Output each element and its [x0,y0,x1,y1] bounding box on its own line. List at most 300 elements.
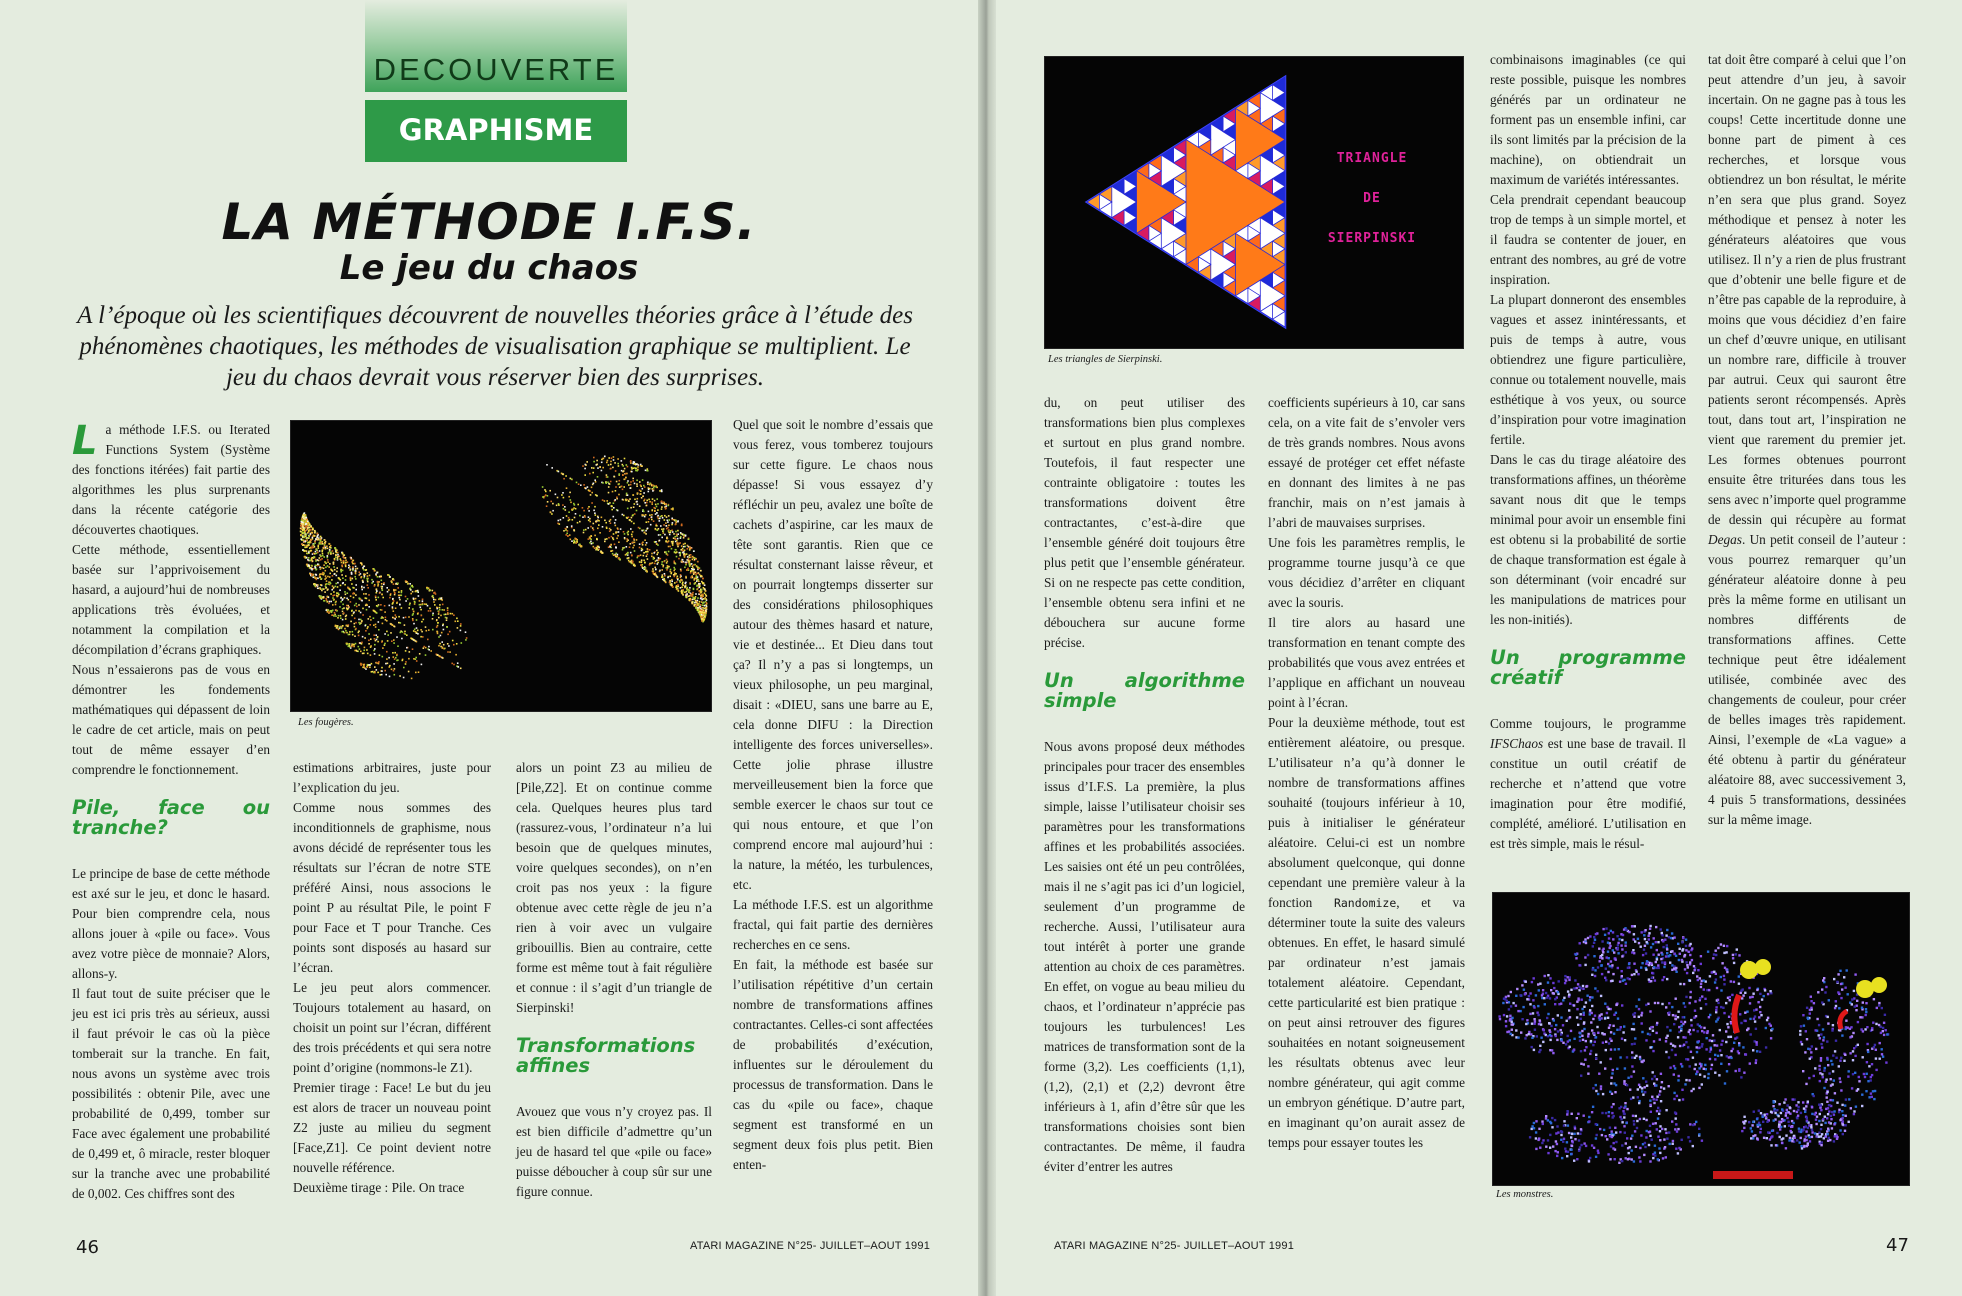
monster-point [1571,1140,1573,1142]
fern-point [383,582,385,584]
monster-point [1822,1039,1824,1041]
monster-point [1619,1028,1621,1030]
fern-point [595,521,597,523]
monster-point [1758,1016,1760,1018]
fern-point [337,556,339,558]
monster-point [1643,934,1645,936]
fern-point [653,558,655,560]
fern-point [409,651,411,653]
monster-point [1638,1084,1640,1086]
monster-point [1549,977,1551,979]
fern-point [590,535,592,537]
fern-point [374,644,376,646]
monster-point [1654,1152,1656,1154]
monster-point [1704,998,1706,1000]
fern-point [663,501,665,503]
fern-point [370,619,372,621]
monster-point [1833,1114,1835,1116]
fern-point [368,594,370,596]
fern-point [634,542,636,544]
fern-point [658,559,660,561]
monster-point [1628,963,1630,965]
monster-point [1615,1141,1617,1143]
monster-point [1669,1067,1671,1069]
fern-point [347,592,349,594]
fern-point [434,604,436,606]
fern-point [323,547,325,549]
monster-point [1673,936,1675,938]
monster-point [1742,1046,1744,1048]
monster-point [1637,973,1639,975]
monster-point [1830,1078,1832,1080]
monster-point [1660,928,1662,930]
monster-point [1725,1002,1727,1004]
monster-point [1593,1147,1595,1149]
monster-point [1746,1011,1748,1013]
monster-point [1818,1024,1820,1026]
monster-point [1653,1040,1655,1042]
fern-point [395,589,397,591]
fern-point [394,652,396,654]
fern-point [699,609,701,611]
monster-point [1738,954,1740,956]
monster-point [1865,1014,1867,1016]
monster-point [1591,974,1593,976]
monster-point [1685,1079,1687,1081]
monster-point [1505,1025,1507,1027]
fern-point [610,481,612,483]
monster-point [1659,1038,1661,1040]
fern-point [391,669,393,671]
fern-point [698,607,700,609]
monster-point [1560,1033,1562,1035]
fern-point [319,557,321,559]
fern-point [397,645,399,647]
monster-point [1502,1002,1504,1004]
fern-point [661,491,663,493]
fern-point [329,547,331,549]
monster-point [1526,998,1528,1000]
fern-point [612,491,614,493]
monster-point [1874,1044,1876,1046]
fern-point [665,508,667,510]
fern-point [439,604,441,606]
monster-point [1649,1046,1651,1048]
monster-point [1827,1133,1829,1135]
monster-point [1601,1134,1603,1136]
fern-point [389,605,391,607]
monster-point [1517,1010,1519,1012]
monster-point [1686,972,1688,974]
monster-point [1681,949,1683,951]
article-title: LA MÉTHODE I.F.S. [221,193,757,251]
fern-point [679,580,681,582]
monster-point [1699,1063,1701,1065]
monster-point [1631,1065,1633,1067]
monster-point [1753,1009,1755,1011]
monster-point [1674,1128,1676,1130]
monster-point [1650,962,1652,964]
paragraph: Il faut tout de suite préciser que le jeu est ici pris très au sérieux, aussi il faut prévoir le cas où la pièce tomberait sur la tranche. En fait, nous avons un système avec trois possibilités : obtenir Pile, avec une probabilité de 0,499, tomber sur Face avec également une probabilité de 0,499 et, ô miracle, rester bloquer sur la tranche avec une probabilité de 0,002. Ces chiffres sont des [72,986,270,1201]
monster-point [1632,1115,1634,1117]
fern-point [592,542,594,544]
fern-point [563,517,565,519]
fern-point [404,631,406,633]
fern-point [442,657,444,659]
monster-point [1701,1045,1703,1047]
monster-point [1743,1127,1745,1129]
fern-point [690,554,692,556]
monster-point [1793,1110,1795,1112]
monster-point [1639,1086,1641,1088]
fern-point [591,502,593,504]
fern-point [379,592,381,594]
monster-point [1660,1086,1662,1088]
section-label: DECOUVERTE [373,52,619,87]
monster-point [1536,1012,1538,1014]
fern-point [305,526,307,528]
monster-point [1579,1040,1581,1042]
fern-point [589,538,591,540]
fern-point [681,561,683,563]
fern-point [693,579,695,581]
fern-point [378,661,380,663]
monster-point [1577,1024,1579,1026]
fern-point [465,631,467,633]
fern-point [632,514,634,516]
fern-point [556,505,558,507]
monster-point [1698,1047,1700,1049]
monster-point [1879,1058,1881,1060]
fern-point [368,633,370,635]
monster-point [1830,1118,1832,1120]
fern-point [399,675,401,677]
fern-point [373,650,375,652]
monster-point [1631,1056,1633,1058]
monster-point [1827,1128,1829,1130]
fern-point [565,529,567,531]
fern-point [378,597,380,599]
monster-point [1610,1077,1612,1079]
fern-point [323,564,325,566]
fern-point [345,562,347,564]
fern-point [673,570,675,572]
monster-point [1609,945,1611,947]
fern-point [704,605,706,607]
monster-point [1566,1113,1568,1115]
monster-point [1840,983,1842,985]
fern-point [588,520,590,522]
fern-point [687,548,689,550]
monster-point [1583,1115,1585,1117]
fern-point [652,570,654,572]
fern-point [318,560,320,562]
monster-point [1636,1127,1638,1129]
monster-point [1723,952,1725,954]
monster-point [1837,973,1839,975]
monster-point [1609,1091,1611,1093]
fern-point [417,590,419,592]
fern-point [437,625,439,627]
fern-point [340,597,342,599]
fern-point [597,546,599,548]
fern-point [579,544,581,546]
monster-point [1585,1145,1587,1147]
fern-point [551,467,553,469]
fern-point [304,540,306,542]
monster-point [1652,1050,1654,1052]
monster-point [1615,1084,1617,1086]
monster-point [1589,999,1591,1001]
monster-point [1671,964,1673,966]
monster-point [1651,972,1653,974]
monster-point [1809,1009,1811,1011]
fern-point [378,584,380,586]
monster-point [1631,974,1633,976]
fern-point [700,604,702,606]
monster-point [1829,1139,1831,1141]
fern-point [327,555,329,557]
monster-point [1773,1119,1775,1121]
monster-point [1638,998,1640,1000]
fern-point [394,658,396,660]
fern-point [558,471,560,473]
fern-point [335,554,337,556]
monster-point [1679,948,1681,950]
fern-point [624,533,626,535]
fern-point [353,587,355,589]
monster-point [1535,1131,1537,1133]
fern-point [364,647,366,649]
fern-point [447,651,449,653]
fern-point [678,590,680,592]
monster-point [1546,1017,1548,1019]
fern-point [592,527,594,529]
monster-point [1562,1042,1564,1044]
ground-stripe [1713,1171,1793,1179]
fern-point [367,572,369,574]
fern-point [610,468,612,470]
monster-point [1879,1042,1881,1044]
fern-point [401,638,403,640]
paragraph: Comme nous sommes des inconditionnels de graphisme, nous avons décidé de représenter tous les résultats sur l’écran de notre STE préféré Ainsi, nous associons le point P au résultat Pile, le point F pour Face et T pour Tranche. Ces points sont disposés au hasard sur l’écran. [293,800,491,975]
monster-point [1700,1007,1702,1009]
fern-point [375,626,377,628]
monster-point [1840,1089,1842,1091]
monster-point [1571,1145,1573,1147]
monster-point [1570,1149,1572,1151]
monster-point [1700,983,1702,985]
fern-point [542,496,544,498]
monster-point [1620,1026,1622,1028]
fern-point [550,511,552,513]
monster-point [1805,1125,1807,1127]
fern-point [606,527,608,529]
monster-point [1678,1075,1680,1077]
fern-point [569,492,571,494]
fern-point [593,510,595,512]
monster-point [1692,1145,1694,1147]
fern-point [639,547,641,549]
fern-point [381,617,383,619]
fern-point [651,514,653,516]
fern-point [385,663,387,665]
fern-point [342,552,344,554]
fern-point [405,600,407,602]
monster-point [1852,1032,1854,1034]
fern-point [443,629,445,631]
fern-point [311,558,313,560]
monster-point [1576,1016,1578,1018]
monster-point [1550,1025,1552,1027]
monster-point [1584,1059,1586,1061]
monster-point [1533,1023,1535,1025]
fern-point [602,499,604,501]
fern-point [704,588,706,590]
monster-point [1642,954,1644,956]
monster-point [1521,984,1523,986]
monster-point [1653,966,1655,968]
fern-point [318,547,320,549]
monster-point [1826,1130,1828,1132]
monster-point [1725,951,1727,953]
fern-point [702,594,704,596]
monster-point [1779,1136,1781,1138]
monster-point [1639,1056,1641,1058]
monster-point [1817,991,1819,993]
fern-point [656,576,658,578]
fern-point [416,641,418,643]
monster-point [1610,1048,1612,1050]
fern-point [661,529,663,531]
fern-point [341,631,343,633]
fern-point [385,619,387,621]
monster-point [1823,1087,1825,1089]
monster-point [1648,1144,1650,1146]
monster-point [1567,1151,1569,1153]
monster-point [1631,1043,1633,1045]
monster-point [1623,1116,1625,1118]
fern-point [416,619,418,621]
fern-point [589,542,591,544]
fern-point [363,587,365,589]
fern-point [345,630,347,632]
monster-point [1797,1106,1799,1108]
fern-point [324,591,326,593]
fern-point [393,642,395,644]
fern-point [346,625,348,627]
fern-point [328,603,330,605]
fern-point [351,610,353,612]
fern-point [367,581,369,583]
monster-point [1673,1023,1675,1025]
fern-point [313,535,315,537]
fern-point [381,609,383,611]
fern-point [337,586,339,588]
fern-point [365,630,367,632]
monster-point [1841,1117,1843,1119]
fern-point [381,667,383,669]
monster-point [1787,1121,1789,1123]
monster-point [1857,1044,1859,1046]
monster-point [1684,1036,1686,1038]
fern-point [627,499,629,501]
monster-point [1713,971,1715,973]
monster-point [1554,998,1556,1000]
monster-point [1827,1107,1829,1109]
monster-point [1556,1143,1558,1145]
monster-point [1613,951,1615,953]
fern-point [346,644,348,646]
monster-point [1714,1054,1716,1056]
fern-point [314,585,316,587]
monster-point [1576,1158,1578,1160]
fern-point [366,598,368,600]
fern-point [626,541,628,543]
monster-point [1703,979,1705,981]
fern-point [670,530,672,532]
fern-point [636,501,638,503]
monster-point [1650,980,1652,982]
fern-point [362,653,364,655]
fern-point [384,643,386,645]
monster-point [1604,1017,1606,1019]
monster-point [1687,1136,1689,1138]
fern-point [595,514,597,516]
monster-point [1820,1135,1822,1137]
monster-point [1764,989,1766,991]
monster-point [1804,1051,1806,1053]
monster-point [1626,1084,1628,1086]
monster-point [1585,1046,1587,1048]
monster-point [1641,1012,1643,1014]
monster-point [1633,1070,1635,1072]
monster-point [1635,971,1637,973]
fern-point [305,535,307,537]
fern-point [301,525,303,527]
fern-point [571,509,573,511]
fern-point [347,605,349,607]
monster-point [1754,1134,1756,1136]
fern-point [361,643,363,645]
monster-point [1592,1106,1594,1108]
fern-point [586,461,588,463]
monster-point [1769,1138,1771,1140]
paragraph [1268,713,1465,1153]
fern-point [612,467,614,469]
monster-point [1749,1062,1751,1064]
fern-point [650,524,652,526]
monster-point [1568,979,1570,981]
fern-point [403,667,405,669]
fern-point [650,563,652,565]
fern-point [326,609,328,611]
fern-point [680,587,682,589]
monster-point [1577,999,1579,1001]
fern-point [343,632,345,634]
fern-point [700,611,702,613]
fern-point [363,593,365,595]
fern-point [386,651,388,653]
monster-point [1829,1099,1831,1101]
monster-point [1584,1049,1586,1051]
monster-point [1631,1158,1633,1160]
fern-point [420,636,422,638]
fern-point [402,631,404,633]
fern-point [405,663,407,665]
fern-point [629,520,631,522]
fern-point [412,620,414,622]
